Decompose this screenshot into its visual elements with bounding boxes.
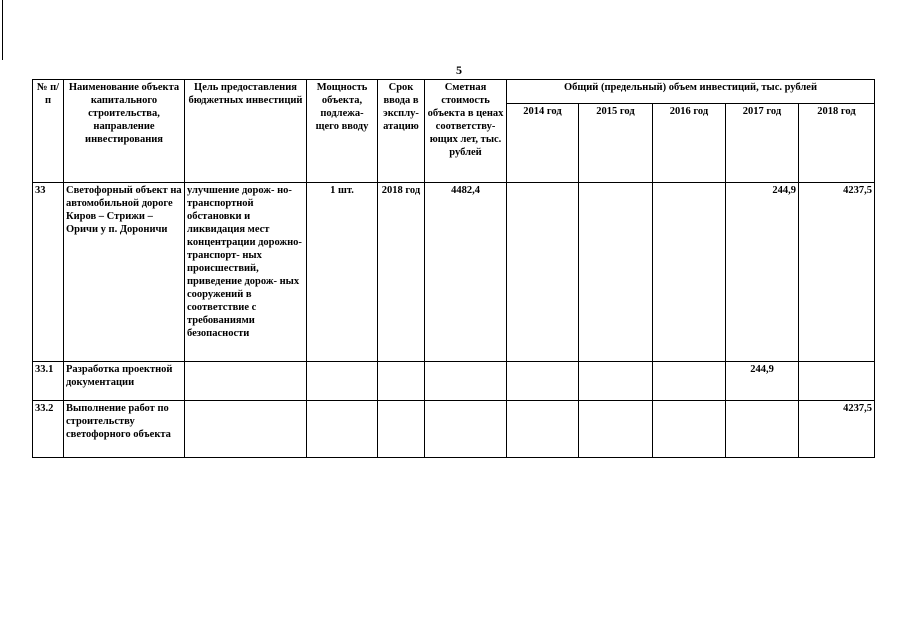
- cell-capacity: [307, 362, 378, 401]
- cell-2016: [653, 183, 726, 362]
- header-cost: Сметная стоимость объекта в ценах соответству- ющих лет, тыс. рублей: [425, 80, 507, 183]
- header-year-2018: 2018 год: [799, 104, 875, 183]
- cell-name: Светофорный объект на автомобильной дороге Киров – Стрижи – Оричи у п. Дороничи: [64, 183, 185, 362]
- cell-2015: [579, 362, 653, 401]
- cell-2016: [653, 362, 726, 401]
- cell-2017: 244,9: [726, 362, 799, 401]
- header-investment-group: Общий (предельный) объем инвестиций, тыс. рублей: [507, 80, 875, 104]
- page-number: 5: [456, 63, 462, 77]
- cell-cost: 4482,4: [425, 183, 507, 362]
- header-year-2014: 2014 год: [507, 104, 579, 183]
- cell-capacity: 1 шт.: [307, 183, 378, 362]
- cell-name: Разработка проектной документации: [64, 362, 185, 401]
- cell-2018: 4237,5: [799, 401, 875, 458]
- cell-capacity: [307, 401, 378, 458]
- cell-2014: [507, 362, 579, 401]
- cell-2014: [507, 401, 579, 458]
- header-num: № п/п: [33, 80, 64, 183]
- cell-goal: [185, 401, 307, 458]
- cell-2018: 4237,5: [799, 183, 875, 362]
- table-row: [33, 362, 875, 401]
- cell-name: Выполнение работ по строительству светофорного объекта: [64, 401, 185, 458]
- cell-2015: [579, 401, 653, 458]
- scan-edge-line: [2, 0, 3, 60]
- cell-2014: [507, 183, 579, 362]
- investment-table: [32, 79, 875, 458]
- cell-term: 2018 год: [378, 183, 425, 362]
- table-row: [33, 183, 875, 362]
- header-goal: Цель предоставления бюджетных инвестиций: [185, 80, 307, 183]
- cell-goal: улучшение дорож- но-транспортной обстановки и ликвидация мест концентрации дорожно-транспорт- ных происшествий, приведение дорож- ных сооружений в соответствие с требованиями безопасности: [185, 183, 307, 362]
- cell-num: 33.1: [33, 362, 64, 401]
- cell-cost: [425, 401, 507, 458]
- cell-term: [378, 362, 425, 401]
- cell-num: 33.2: [33, 401, 64, 458]
- cell-goal: [185, 362, 307, 401]
- cell-cost: [425, 362, 507, 401]
- cell-2018: [799, 362, 875, 401]
- header-capacity: Мощность объекта, подлежа- щего вводу: [307, 80, 378, 183]
- header-term: Срок ввода в эксплу- атацию: [378, 80, 425, 183]
- header-year-2016: 2016 год: [653, 104, 726, 183]
- cell-term: [378, 401, 425, 458]
- table-row: [33, 401, 875, 458]
- cell-2017: 244,9: [726, 183, 799, 362]
- cell-num: 33: [33, 183, 64, 362]
- header-year-2017: 2017 год: [726, 104, 799, 183]
- header-name: Наименование объекта капитального строительства, направление инвестирования: [64, 80, 185, 183]
- cell-2016: [653, 401, 726, 458]
- header-year-2015: 2015 год: [579, 104, 653, 183]
- cell-2015: [579, 183, 653, 362]
- cell-2017: [726, 401, 799, 458]
